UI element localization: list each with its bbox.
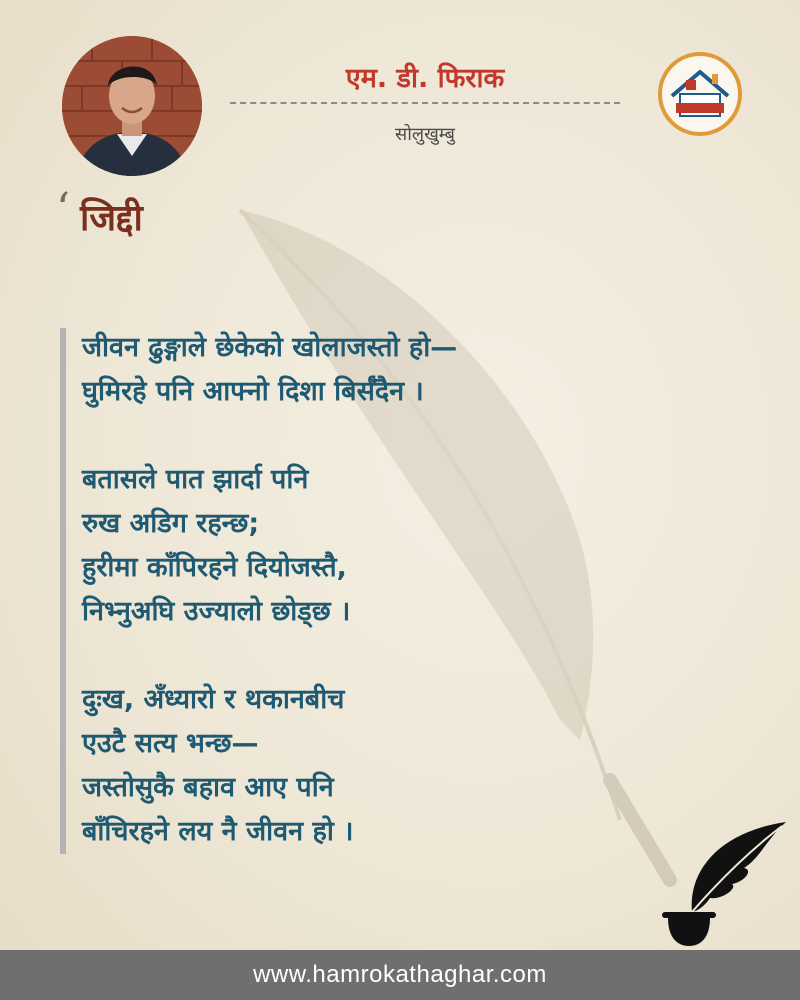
author-place: सोलुखुम्बु [395, 124, 455, 145]
poem-stanza-3 [82, 678, 602, 854]
poem-side-bar [60, 328, 66, 854]
poem-line: बाँचिरहने लय नै जीवन हो । [82, 816, 354, 847]
footer-bar [0, 950, 800, 1000]
website-link[interactable]: www.hamrokathaghar.com [253, 961, 547, 988]
house-logo-icon [662, 56, 738, 132]
divider-dashed [230, 102, 620, 104]
poem-line: घुमिरहे पनि आफ्नो दिशा बिर्सँदैन । [82, 376, 424, 407]
quote-mark: ‘ [56, 184, 70, 235]
poem-line: निभ्नुअघि उज्यालो छोड्छ । [82, 596, 351, 627]
poem-line: दुःख, अँध्यारो र थकानबीच [82, 684, 345, 715]
poem-stanza-1 [82, 326, 602, 414]
poem-line: एउटै सत्य भन्छ— [82, 728, 259, 759]
poem-line: जस्तोसुकै बहाव आए पनि [82, 772, 334, 803]
quill-inkpot-icon [648, 812, 792, 952]
poem-stanza-2 [82, 458, 602, 634]
poem-title: जिद्दी [80, 198, 143, 239]
author-avatar [62, 36, 202, 176]
poem-line: रुख अडिग रहन्छ; [82, 508, 260, 539]
author-name: एम. डी. फिराक [345, 63, 505, 94]
poem-line: हुरीमा काँपिरहने दियोजस्तै, [82, 552, 347, 583]
author-portrait-icon [62, 36, 202, 176]
site-logo [658, 52, 742, 136]
poem-line: बतासले पात झार्दा पनि [82, 464, 309, 495]
poem-body [82, 326, 602, 854]
poem-line: जीवन ढुङ्गाले छेकेको खोलाजस्तो हो— [82, 332, 458, 363]
